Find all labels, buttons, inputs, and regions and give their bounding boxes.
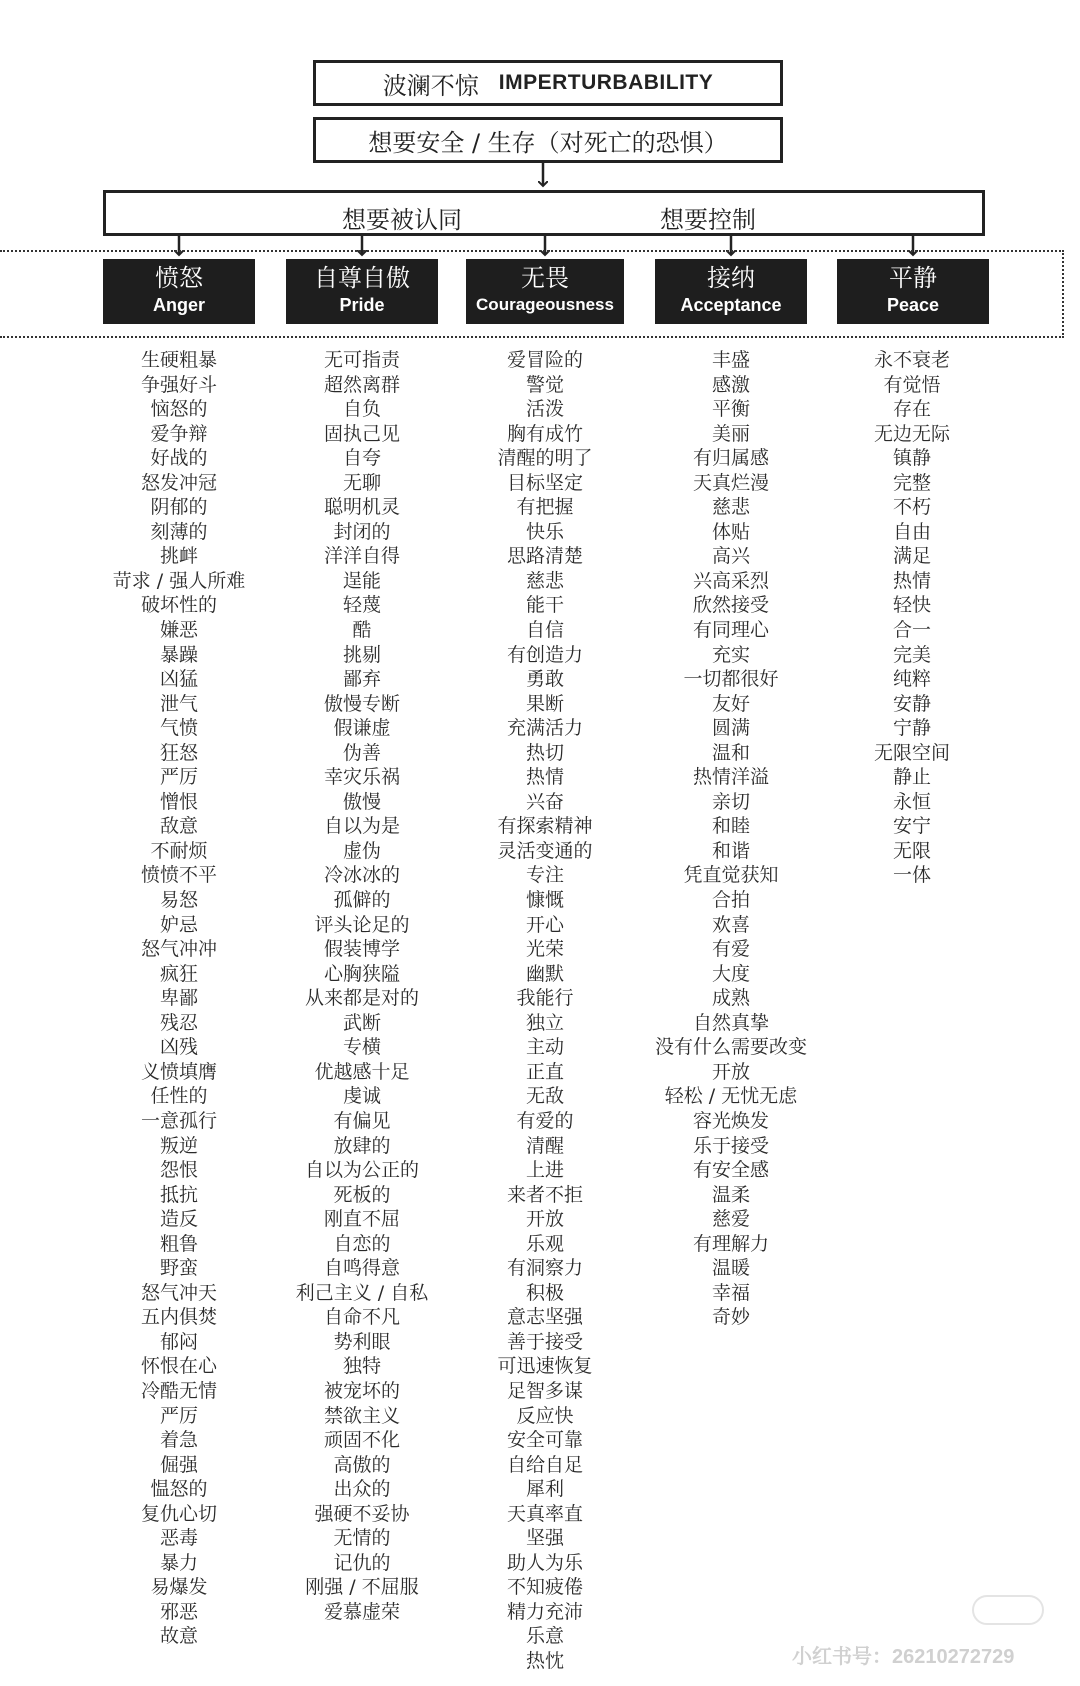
word-item: 抵抗 xyxy=(159,1183,198,1206)
acceptance-word-list xyxy=(631,348,831,1330)
word-item: 永不衰老 xyxy=(873,349,950,371)
word-item: 热情 xyxy=(892,569,931,592)
word-item: 自然真挚 xyxy=(692,1011,769,1034)
word-item: 虔诚 xyxy=(342,1085,381,1108)
word-item: 坚强 xyxy=(525,1527,564,1550)
word-item: 乐于接受 xyxy=(692,1134,769,1157)
word-item: 快乐 xyxy=(525,520,564,543)
word-item: 专横 xyxy=(342,1036,381,1059)
wants-box xyxy=(103,190,985,236)
word-item: 有安全感 xyxy=(692,1159,769,1182)
word-item: 合拍 xyxy=(711,889,750,912)
category-acceptance-zh: 接纳 xyxy=(707,264,755,292)
word-item: 封闭的 xyxy=(333,520,391,543)
word-item: 憎恨 xyxy=(159,790,198,813)
word-item: 疯狂 xyxy=(159,962,198,985)
word-item: 孤僻的 xyxy=(333,889,391,912)
word-item: 郁闷 xyxy=(159,1330,198,1353)
word-item: 洋洋自得 xyxy=(323,545,400,568)
word-item: 丰盛 xyxy=(711,349,750,371)
category-peace-zh: 平静 xyxy=(889,264,937,292)
word-item: 评头论足的 xyxy=(314,913,410,936)
word-item: 自恋的 xyxy=(333,1232,391,1255)
word-item: 勇敢 xyxy=(525,668,564,691)
word-item: 爱冒险的 xyxy=(506,349,583,371)
word-item: 爱慕虚荣 xyxy=(323,1600,400,1623)
word-item: 怒气冲冲 xyxy=(140,938,217,961)
watermark-text: 小红书号：26210272729 xyxy=(792,1646,1015,1668)
word-item: 热切 xyxy=(525,741,564,764)
word-item: 任性的 xyxy=(150,1085,208,1108)
word-item: 自负 xyxy=(342,398,381,421)
word-item: 怨恨 xyxy=(159,1159,198,1182)
word-item: 没有什么需要改变 xyxy=(654,1036,807,1059)
word-item: 自由 xyxy=(892,520,931,543)
peace-word-list xyxy=(812,348,1012,888)
word-item: 助人为乐 xyxy=(506,1551,583,1574)
courage-word-list xyxy=(445,348,645,1674)
word-item: 幽默 xyxy=(525,962,564,985)
word-item: 主动 xyxy=(525,1036,564,1059)
word-item: 自以为是 xyxy=(323,815,400,838)
word-item: 有爱 xyxy=(711,938,750,961)
word-item: 利己主义 / 自私 xyxy=(295,1281,429,1304)
word-item: 故意 xyxy=(159,1625,198,1648)
word-item: 挑剔 xyxy=(342,643,381,666)
word-item: 出众的 xyxy=(333,1478,391,1501)
word-item: 顽固不化 xyxy=(323,1429,400,1452)
word-item: 大度 xyxy=(711,962,750,985)
word-item: 苛求 / 强人所难 xyxy=(112,569,246,592)
pride-word-list xyxy=(262,348,462,1624)
word-item: 超然离群 xyxy=(323,373,400,396)
category-courage-zh: 无畏 xyxy=(521,264,569,292)
word-item: 幸福 xyxy=(711,1281,750,1304)
word-item: 着急 xyxy=(159,1429,198,1452)
word-item: 永恒 xyxy=(892,790,931,813)
word-item: 友好 xyxy=(711,692,750,715)
word-item: 开心 xyxy=(525,913,564,936)
word-item: 敌意 xyxy=(159,815,198,838)
word-item: 有同理心 xyxy=(692,619,769,642)
word-item: 活泼 xyxy=(525,398,564,421)
word-item: 无边无际 xyxy=(873,422,950,445)
want-control-label: 想要控制 xyxy=(660,206,756,234)
word-item: 挑衅 xyxy=(159,545,198,568)
word-item: 不知疲倦 xyxy=(506,1576,583,1599)
word-item: 独立 xyxy=(525,1011,564,1034)
word-item: 复仇心切 xyxy=(140,1502,217,1525)
word-item: 有爱的 xyxy=(516,1109,574,1132)
word-item: 怀恨在心 xyxy=(140,1355,217,1378)
word-item: 天真率直 xyxy=(506,1502,583,1525)
category-courage-en: Courageousness xyxy=(476,295,614,314)
word-item: 充实 xyxy=(711,643,750,666)
word-item: 粗鲁 xyxy=(159,1232,198,1255)
word-item: 残忍 xyxy=(159,1011,198,1034)
word-item: 完美 xyxy=(892,643,931,666)
word-item: 自鸣得意 xyxy=(323,1257,400,1280)
word-item: 心胸狭隘 xyxy=(323,962,400,985)
category-anger xyxy=(103,259,255,324)
word-item: 气愤 xyxy=(159,717,198,740)
word-item: 无聊 xyxy=(342,471,381,494)
word-item: 纯粹 xyxy=(892,668,931,691)
word-item: 被宠坏的 xyxy=(323,1379,400,1402)
word-item: 无限空间 xyxy=(873,741,950,764)
word-item: 圆满 xyxy=(711,717,750,740)
word-item: 幸灾乐祸 xyxy=(323,766,400,789)
word-item: 恶毒 xyxy=(159,1527,198,1550)
category-acceptance-en: Acceptance xyxy=(680,295,782,315)
imperturbability-zh: 波澜不惊 xyxy=(382,71,479,100)
word-item: 欢喜 xyxy=(711,913,750,936)
want-safety-box xyxy=(313,117,783,163)
word-item: 高兴 xyxy=(711,545,750,568)
word-item: 自给自足 xyxy=(506,1453,583,1476)
word-item: 破坏性的 xyxy=(140,594,217,617)
word-item: 能干 xyxy=(525,594,564,617)
word-item: 兴高采烈 xyxy=(692,569,769,592)
category-acceptance xyxy=(655,259,807,324)
word-item: 清醒的明了 xyxy=(497,447,593,470)
word-item: 充满活力 xyxy=(506,717,583,740)
word-item: 凶猛 xyxy=(159,668,198,691)
category-peace-en: Peace xyxy=(886,295,940,315)
word-item: 镇静 xyxy=(892,447,931,470)
word-item: 热情 xyxy=(525,766,564,789)
word-item: 高傲的 xyxy=(333,1453,391,1476)
word-item: 欣然接受 xyxy=(692,594,769,617)
word-item: 感激 xyxy=(711,373,750,396)
word-item: 安全可靠 xyxy=(506,1429,583,1452)
word-item: 有偏见 xyxy=(333,1109,391,1132)
word-item: 乐意 xyxy=(525,1625,564,1648)
word-item: 胸有成竹 xyxy=(506,422,583,445)
word-item: 平衡 xyxy=(711,398,750,421)
word-item: 天真烂漫 xyxy=(692,471,769,494)
word-item: 强硬不妥协 xyxy=(314,1502,410,1525)
word-item: 轻快 xyxy=(892,594,931,617)
word-item: 野蛮 xyxy=(159,1257,198,1280)
word-item: 温柔 xyxy=(711,1183,750,1206)
category-pride-en: Pride xyxy=(339,295,385,315)
word-item: 冷冰冰的 xyxy=(323,864,400,887)
word-item: 奇妙 xyxy=(711,1306,750,1329)
word-item: 宁静 xyxy=(892,717,931,740)
word-item: 爱争辩 xyxy=(150,422,208,445)
word-item: 虚伪 xyxy=(342,839,381,862)
word-item: 严厉 xyxy=(159,766,198,789)
word-item: 义愤填膺 xyxy=(140,1060,217,1083)
word-item: 逞能 xyxy=(342,569,381,592)
word-item: 安宁 xyxy=(892,815,931,838)
word-item: 意志坚强 xyxy=(506,1306,583,1329)
word-item: 思路清楚 xyxy=(506,545,583,568)
word-item: 冷酷无情 xyxy=(140,1379,217,1402)
word-item: 反应快 xyxy=(516,1404,574,1427)
word-item: 阴郁的 xyxy=(150,496,208,519)
word-item: 上进 xyxy=(525,1159,564,1182)
word-item: 傲慢专断 xyxy=(323,692,400,715)
word-item: 目标坚定 xyxy=(506,471,583,494)
word-item: 热忱 xyxy=(525,1649,564,1672)
word-item: 易怒 xyxy=(159,889,198,912)
word-item: 卑鄙 xyxy=(159,987,198,1010)
anger-word-list xyxy=(79,348,279,1649)
category-peace xyxy=(837,259,989,324)
word-item: 凶残 xyxy=(159,1036,198,1059)
word-item: 一切都很好 xyxy=(683,668,779,691)
word-item: 暴躁 xyxy=(159,643,198,666)
word-item: 愤愤不平 xyxy=(140,864,217,887)
word-item: 体贴 xyxy=(711,520,750,543)
word-item: 自信 xyxy=(525,619,564,642)
word-item: 易爆发 xyxy=(150,1576,208,1599)
watermark-logo xyxy=(972,1595,1044,1625)
word-item: 足智多谋 xyxy=(506,1379,583,1402)
word-item: 嫌恶 xyxy=(159,619,198,642)
word-item: 聪明机灵 xyxy=(323,496,400,519)
word-item: 严厉 xyxy=(159,1404,198,1427)
word-item: 愠怒的 xyxy=(150,1478,208,1501)
word-item: 有理解力 xyxy=(692,1232,769,1255)
word-item: 和睦 xyxy=(711,815,750,838)
word-item: 温和 xyxy=(711,741,750,764)
word-item: 放肆的 xyxy=(333,1134,391,1157)
word-item: 开放 xyxy=(711,1060,750,1083)
word-item: 热情洋溢 xyxy=(692,766,769,789)
word-item: 怒发冲冠 xyxy=(140,471,217,494)
category-pride-zh: 自尊自傲 xyxy=(314,264,410,292)
word-item: 势利眼 xyxy=(333,1330,391,1353)
word-item: 独特 xyxy=(342,1355,381,1378)
word-item: 叛逆 xyxy=(159,1134,198,1157)
word-item: 精力充沛 xyxy=(506,1600,583,1623)
word-item: 容光焕发 xyxy=(692,1109,769,1132)
word-item: 酷 xyxy=(352,619,372,642)
word-item: 生硬粗暴 xyxy=(140,349,217,371)
word-item: 泄气 xyxy=(159,692,198,715)
word-item: 凭直觉获知 xyxy=(683,864,779,887)
word-item: 狂怒 xyxy=(159,741,198,764)
word-item: 自命不凡 xyxy=(323,1306,400,1329)
word-item: 清醒 xyxy=(525,1134,564,1157)
want-safety-label: 想要安全 / 生存（对死亡的恐惧） xyxy=(368,128,728,157)
word-item: 倔强 xyxy=(159,1453,198,1476)
word-item: 争强好斗 xyxy=(140,373,217,396)
word-item: 妒忌 xyxy=(159,913,198,936)
word-item: 死板的 xyxy=(333,1183,391,1206)
word-item: 正直 xyxy=(525,1060,564,1083)
word-item: 一意孤行 xyxy=(140,1109,217,1132)
word-item: 亲切 xyxy=(711,790,750,813)
word-item: 从来都是对的 xyxy=(304,987,419,1010)
word-item: 完整 xyxy=(892,471,931,494)
word-item: 积极 xyxy=(525,1281,564,1304)
word-item: 自以为公正的 xyxy=(304,1159,419,1182)
word-item: 一体 xyxy=(892,864,931,887)
word-item: 慈爱 xyxy=(711,1208,750,1231)
word-item: 暴力 xyxy=(159,1551,198,1574)
category-courage xyxy=(466,259,624,324)
word-item: 存在 xyxy=(892,398,931,421)
word-item: 有探索精神 xyxy=(497,815,593,838)
word-item: 不朽 xyxy=(892,496,931,519)
word-item: 不耐烦 xyxy=(150,839,208,862)
word-item: 我能行 xyxy=(516,987,574,1010)
word-item: 怒气冲天 xyxy=(140,1281,217,1304)
word-item: 优越感十足 xyxy=(314,1060,410,1083)
word-item: 慈悲 xyxy=(711,496,750,519)
word-item: 美丽 xyxy=(711,422,750,445)
word-item: 专注 xyxy=(525,864,564,887)
word-item: 造反 xyxy=(159,1208,198,1231)
word-item: 和谐 xyxy=(711,839,750,862)
word-item: 开放 xyxy=(525,1208,564,1231)
want-recognition-label: 想要被认同 xyxy=(342,206,462,234)
word-item: 兴奋 xyxy=(525,790,564,813)
word-item: 成熟 xyxy=(711,987,750,1010)
word-item: 善于接受 xyxy=(506,1330,583,1353)
category-pride xyxy=(286,259,438,324)
word-item: 武断 xyxy=(342,1011,381,1034)
word-item: 安静 xyxy=(892,692,931,715)
word-item: 有创造力 xyxy=(506,643,583,666)
word-item: 刚直不屈 xyxy=(323,1208,400,1231)
word-item: 可迅速恢复 xyxy=(497,1355,593,1378)
word-item: 犀利 xyxy=(525,1478,564,1501)
category-anger-zh: 愤怒 xyxy=(155,264,203,292)
word-item: 伪善 xyxy=(342,741,381,764)
word-item: 禁欲主义 xyxy=(323,1404,400,1427)
word-item: 有把握 xyxy=(516,496,574,519)
word-item: 固执己见 xyxy=(323,422,400,445)
word-item: 慈悲 xyxy=(525,569,564,592)
word-item: 五内俱焚 xyxy=(140,1306,217,1329)
word-item: 光荣 xyxy=(525,938,564,961)
word-item: 有归属感 xyxy=(692,447,769,470)
imperturbability-en: IMPERTURBABILITY xyxy=(498,71,714,94)
word-item: 刚强 / 不屈服 xyxy=(305,1576,419,1599)
word-item: 好战的 xyxy=(150,447,208,470)
word-item: 灵活变通的 xyxy=(497,839,593,862)
word-item: 无敌 xyxy=(525,1085,564,1108)
word-item: 慷慨 xyxy=(525,889,564,912)
word-item: 有觉悟 xyxy=(883,373,941,396)
word-item: 温暖 xyxy=(711,1257,750,1280)
word-item: 记仇的 xyxy=(333,1551,391,1574)
word-item: 轻松 / 无忧无虑 xyxy=(664,1085,798,1108)
word-item: 恼怒的 xyxy=(150,398,208,421)
word-item: 无情的 xyxy=(333,1527,391,1550)
word-item: 无可指责 xyxy=(323,349,400,371)
word-item: 轻蔑 xyxy=(342,594,381,617)
word-item: 假谦虚 xyxy=(333,717,391,740)
word-item: 无限 xyxy=(892,839,931,862)
word-item: 自夸 xyxy=(342,447,381,470)
word-item: 有洞察力 xyxy=(506,1257,583,1280)
word-item: 假装博学 xyxy=(323,938,400,961)
word-item: 来者不拒 xyxy=(506,1183,583,1206)
word-item: 刻薄的 xyxy=(150,520,208,543)
word-item: 鄙弃 xyxy=(342,668,381,691)
word-item: 果断 xyxy=(525,692,564,715)
word-item: 满足 xyxy=(892,545,931,568)
word-item: 乐观 xyxy=(525,1232,564,1255)
word-item: 邪恶 xyxy=(159,1600,198,1623)
word-item: 静止 xyxy=(892,766,931,789)
category-anger-en: Anger xyxy=(152,295,205,315)
word-item: 合一 xyxy=(892,619,931,642)
word-item: 傲慢 xyxy=(342,790,381,813)
word-item: 警觉 xyxy=(525,373,564,396)
imperturbability-box xyxy=(313,60,783,106)
